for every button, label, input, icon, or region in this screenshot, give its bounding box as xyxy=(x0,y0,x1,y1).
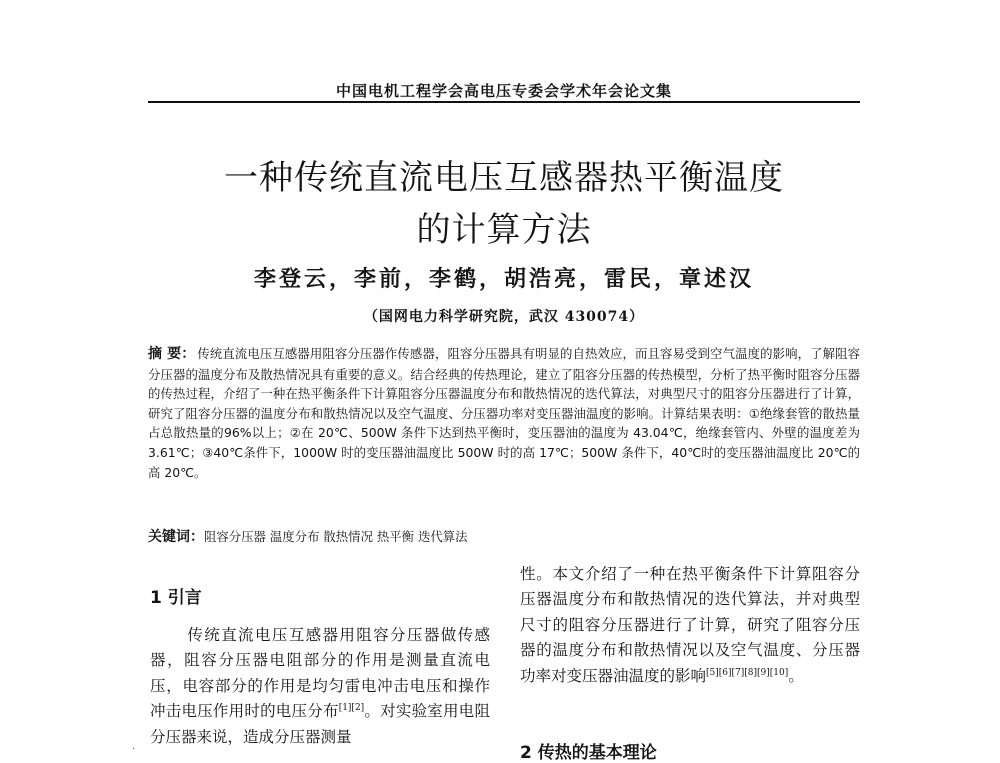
section-heading-introduction: 1 引言 xyxy=(150,588,202,608)
author-list: 李登云，李前，李鹤，胡浩亮，雷民，章述汉 xyxy=(253,266,754,292)
intro-paragraph-end: 。 xyxy=(788,666,804,685)
intro-paragraph: 传统直流电压互感器用阻容分压器做传感器，阻容分压器电阻部分的作用是测量直流电压，电容部分的作用是均匀雷电冲击电压和操作冲击电压作用时的电压分布 xyxy=(150,626,490,721)
keywords-text: 阻容分压器 温度分布 散热情况 热平衡 迭代算法 xyxy=(204,529,468,544)
body-column-left xyxy=(150,623,490,750)
paper-title-line-2: 的计算方法 xyxy=(416,210,592,250)
abstract xyxy=(148,344,860,482)
section-heading-heat-transfer: 2 传热的基本理论 xyxy=(520,743,657,763)
citation: [5][6][7][8][9][10] xyxy=(706,667,789,678)
margin-mark: · xyxy=(132,744,136,755)
affiliation: （国网电力科学研究院，武汉 430074） xyxy=(363,309,645,325)
citation: [1][2] xyxy=(338,703,365,714)
abstract-text: 传统直流电压互感器用阻容分压器作传感器，阻容分压器具有明显的自热效应，而且容易受到空气温度的影响，了解阻容分压器的温度分布及散热情况具有重要的意义。结合经典的传热理论，建立了阻容分压器的传热模型，分析了热平衡时阻容分压器的传热过程，介绍了一种在热平衡条件下计算阻容分压器温度分布和散热情况的迭代算法，对典型尺寸的阻容分压器进行了计算，研究了阻容分压器的温度分布和散热情况以及空气温度、分压器功率对变压器油温度的影响。计算结果表明：①绝缘套管的散热量占总散热量的96%以上；②在 20℃、500W 条件下达到热平衡时，变压器油的温度为 43.04℃，绝缘套管内、外壁的温度差为 3.61℃；③40℃条件下，1000W 时的变压器油温度比 500W 时的高 17℃；500W 条件下，40℃时的变压器油温度比 20℃的高 20℃。 xyxy=(148,346,861,480)
abstract-label: 摘 要： xyxy=(148,346,196,362)
intro-paragraph-tail: 。对实验室用电阻分压器来说，造成分压器测量 xyxy=(150,702,490,746)
keywords xyxy=(148,526,860,546)
paper-title-line-1: 一种传统直流电压互感器热平衡温度 xyxy=(224,158,784,198)
keywords-label: 关键词： xyxy=(148,529,204,545)
running-header: 中国电机工程学会高电压专委会学术年会论文集 xyxy=(335,82,672,100)
body-column-right xyxy=(520,562,860,689)
intro-paragraph-continued: 性。本文介绍了一种在热平衡条件下计算阻容分压器温度分布和散热情况的迭代算法，并对典型尺寸的阻容分压器进行了计算，研究了阻容分压器的温度分布和散热情况以及空气温度、分压器功率对变压器油温度的影响 xyxy=(520,565,860,685)
header-rule xyxy=(148,101,860,103)
